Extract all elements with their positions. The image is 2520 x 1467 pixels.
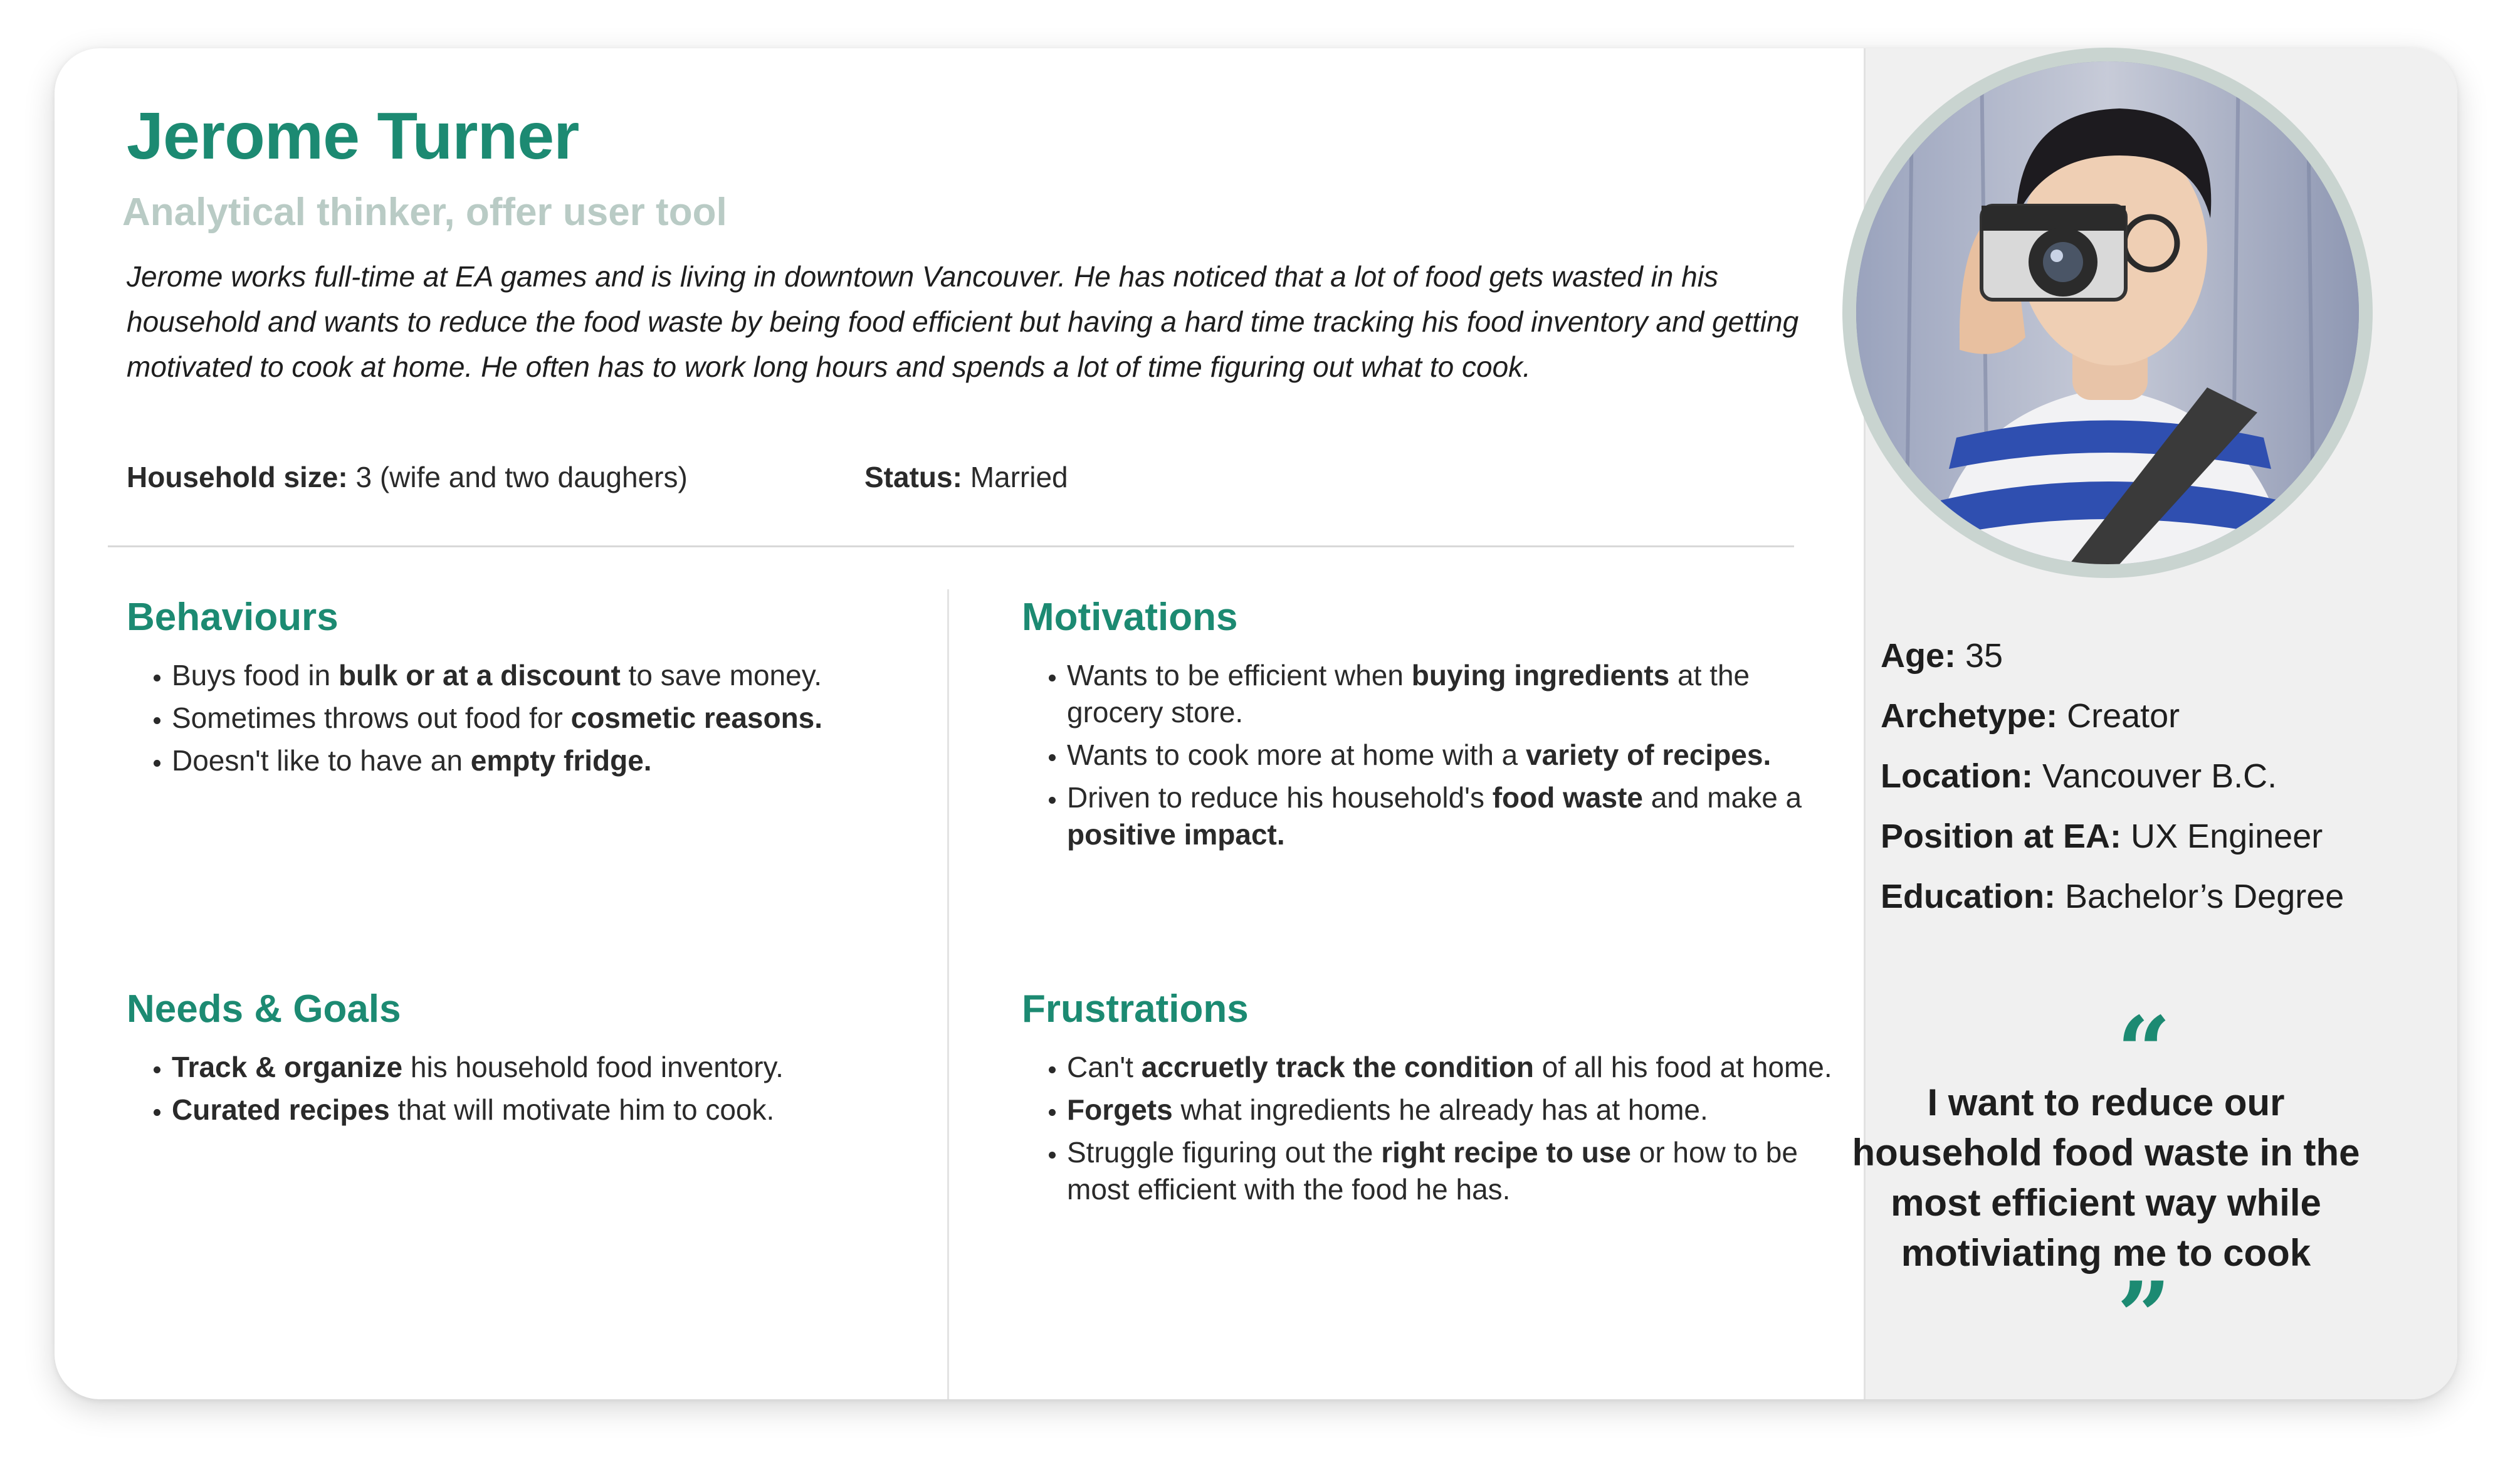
list-item: • Wants to be efficient when buying ingredients at the grocery store. [1067,657,1837,731]
frustrations-section [1022,987,1837,1214]
attr-value: UX Engineer [2131,818,2323,855]
attr-value: Bachelor’s Degree [2065,878,2344,915]
person-with-camera-photo-icon [1856,61,2359,564]
needs-goals-title: Needs & Goals [127,987,401,1031]
persona-main-panel [55,48,1864,1399]
list-item: • Forgets what ingredients he already has at home. [1067,1091,1837,1128]
persona-facts [127,460,1068,494]
status-label: Status: [864,461,962,493]
avatar [1842,48,2373,578]
behaviours-title: Behaviours [127,596,339,639]
needs-goals-section [127,987,935,1134]
attr-label: Location: [1881,757,2033,795]
list-item: • Buys food in bulk or at a discount to save money. [172,657,935,694]
attr-value: 35 [1965,637,2003,675]
household-label: Household size: [127,461,348,493]
attr-archetype [1881,697,2344,757]
attr-education [1881,877,2344,937]
persona-subtitle: Analytical thinker, offer user tool [122,191,727,234]
frustrations-title: Frustrations [1022,987,1249,1031]
status-fact [864,460,1068,494]
attr-label: Age: [1881,637,1956,675]
persona-bio: Jerome works full-time at EA games and is living in downtown Vancouver. He has noticed that a lot of food gets wasted in his household and wants to reduce the food waste by being food efficient but having a hard time tracking his food inventory and getting motivated to cook at home. He often has to work long hours and spends a lot of time figuring out what to cook. [127,260,1799,383]
attr-label: Position at EA: [1881,818,2122,855]
frustrations-list [1022,1049,1837,1208]
motivations-title: Motivations [1022,596,1238,639]
motivations-section [1022,595,1837,859]
persona-name: Jerome Turner [127,99,579,173]
open-quote-icon: “ [2116,996,2171,1107]
behaviours-list [127,657,935,779]
attr-location [1881,757,2344,817]
status-value: Married [970,461,1068,493]
avatar-photo [1856,61,2359,564]
attr-age [1881,636,2344,697]
needs-goals-list [127,1049,935,1128]
persona-quote: I want to reduce our household food waste in the most efficient way while motiviating me to cook [1852,1081,2360,1274]
household-fact [127,461,688,493]
list-item: • Sometimes throws out food for cosmetic reasons. [172,700,935,737]
section-divider [108,545,1794,547]
list-item: • Struggle figuring out the right recipe to use or how to be most efficient with the food he has. [1067,1134,1837,1208]
attr-position [1881,817,2344,877]
list-item: • Can't accruetly track the condition of all his food at home. [1067,1049,1837,1086]
behaviours-section [127,595,935,785]
list-item: • Curated recipes that will motivate him to cook. [172,1091,935,1128]
attr-value: Vancouver B.C. [2042,757,2277,795]
close-quote-icon: ” [2116,1261,2171,1372]
persona-attributes [1881,636,2344,937]
list-item: • Track & organize his household food inventory. [172,1049,935,1086]
column-divider [947,589,949,1399]
household-value: 3 (wife and two daughers) [355,461,688,493]
list-item: • Wants to cook more at home with a variety of recipes. [1067,737,1837,774]
list-item: • Driven to reduce his household's food waste and make a positive impact. [1067,779,1837,853]
motivations-list [1022,657,1837,853]
attr-value: Creator [2067,697,2180,735]
attr-label: Education: [1881,878,2055,915]
attr-label: Archetype: [1881,697,2058,735]
list-item: • Doesn't like to have an empty fridge. [172,742,935,779]
